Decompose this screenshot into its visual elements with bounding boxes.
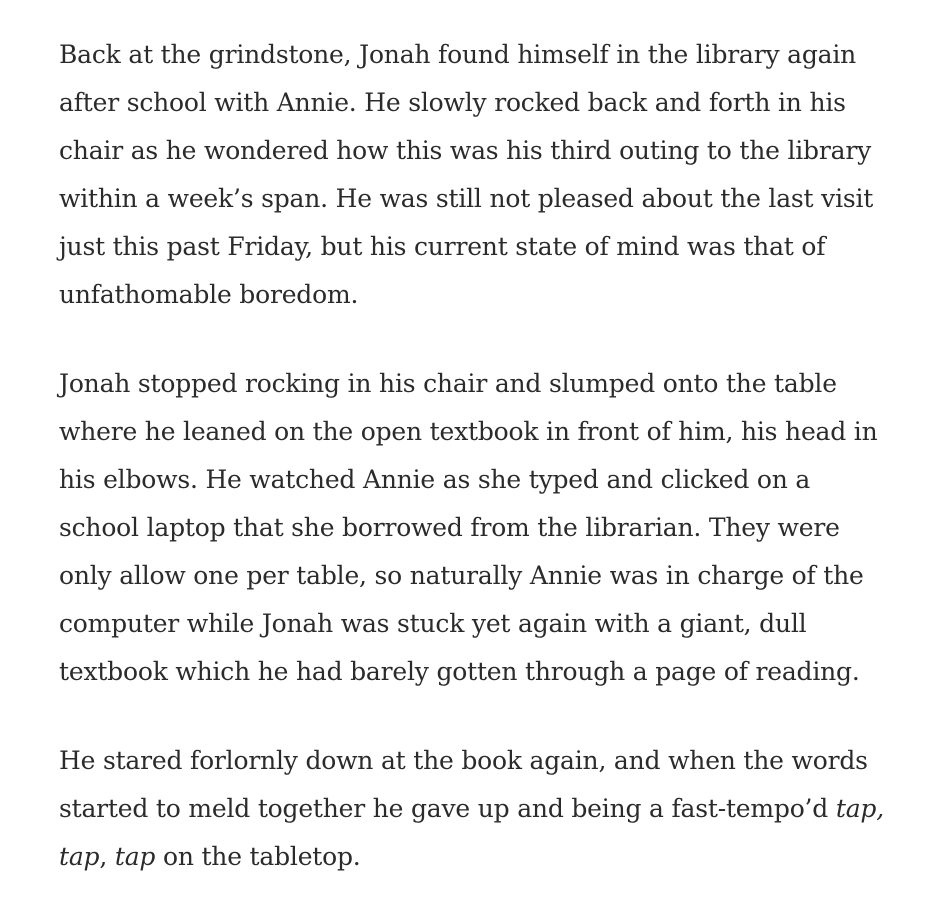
emphasis-separator-1: , bbox=[876, 794, 884, 823]
paragraph-2: Jonah stopped rocking in his chair and slumped onto the table where he leaned on the open textbook in front of him, his head in his elbows. He watched Annie as she typed and clicked on a school laptop that she borrowed from the librarian. They were only allow one per table, so naturally Annie was in charge of the computer while Jonah was stuck yet again with a giant, dull textbook which he had barely gotten through a page of reading. bbox=[59, 369, 878, 686]
emphasis-tap-2: tap bbox=[59, 842, 100, 871]
paragraph-3-outro: on the tabletop. bbox=[155, 842, 361, 871]
separator-2: , bbox=[99, 842, 115, 871]
emphasis-tap-3: tap bbox=[114, 842, 156, 871]
paragraph-3 bbox=[59, 737, 889, 881]
paragraph-3-intro: He stared forlornly down at the book again, and when the words started to meld together he gave up and being a fast-tempo’d bbox=[59, 746, 868, 823]
paragraph-1: Back at the grindstone, Jonah found himself in the library again after school with Annie. He slowly rocked back and forth in his chair as he wondered how this was his third outing to the library within a week’s span. He was still not pleased about the last visit just this past Friday, but his current state of mind was that of unfathomable boredom. bbox=[59, 40, 874, 309]
story-text bbox=[59, 31, 889, 881]
emphasis-tap-1: tap bbox=[835, 794, 877, 823]
